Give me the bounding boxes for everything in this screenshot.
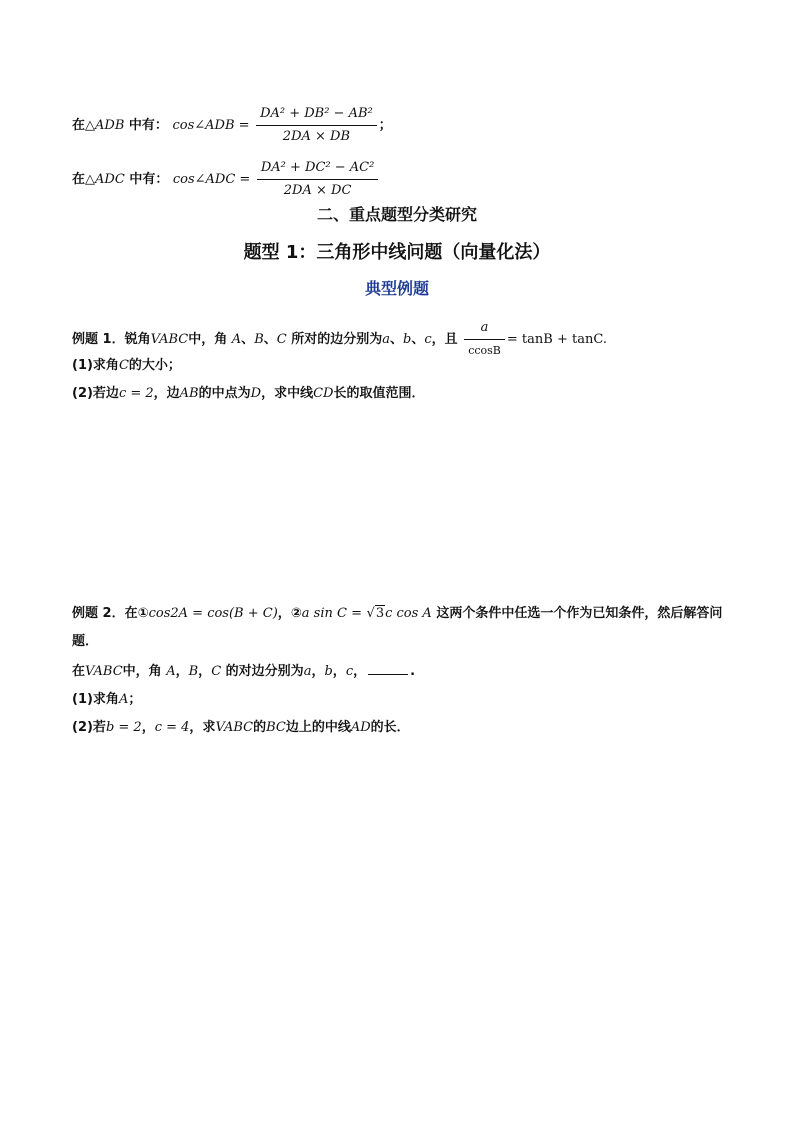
var-A: A — [166, 664, 176, 679]
triangle-adb: △ADB — [85, 118, 125, 133]
example2-statement-cont — [72, 632, 98, 652]
question-text: ，求 — [189, 720, 216, 735]
triangle-adc: △ADC — [85, 172, 125, 187]
var-c: c — [424, 332, 432, 347]
var-b: b — [324, 664, 333, 679]
cos-adb-fraction — [256, 104, 377, 147]
example1-triangle: VABC — [150, 332, 189, 347]
example2-text: 在 — [72, 664, 86, 679]
question-text: ，求中线 — [261, 386, 314, 401]
example2-text: 这两个条件中任选一个作为已知条件，然后解答问 — [436, 606, 723, 621]
example1-text: 锐角 — [124, 332, 151, 347]
cos-adc-denominator: 2DA × DC — [283, 183, 352, 198]
section-heading: 二、重点题型分类研究 — [316, 205, 477, 224]
condition-2-left: a sin C = — [301, 606, 362, 621]
sqrt-radicand: 3 — [375, 606, 385, 621]
example2-line3: 在VABC中，角 A，B，C 的对边分别为a，b，c， . — [72, 664, 416, 679]
question-text: ； — [128, 692, 142, 707]
var-C: C — [276, 332, 287, 347]
example1-fraction-numerator: a — [464, 318, 505, 340]
segment-AD: AD — [350, 720, 371, 735]
formula-adb-end: ； — [378, 118, 392, 133]
segment-BC: BC — [266, 720, 286, 735]
example1-question1 — [72, 356, 181, 376]
equation-b-2: b = 2 — [105, 720, 142, 735]
var-B: B — [254, 332, 264, 347]
example2-text: 在① — [124, 606, 149, 621]
segment-CD: CD — [313, 386, 334, 401]
var-C: C — [211, 664, 222, 679]
example2-question2: (2)若b = 2，c = 4，求VABC的BC边上的中线AD的长． — [72, 720, 410, 735]
var-B: B — [188, 664, 199, 679]
formula-adb-mid: 中有： — [128, 118, 168, 133]
example2-label: 例题 2． — [72, 606, 125, 621]
question-text: 的长． — [370, 720, 410, 735]
example2-text: ，② — [277, 606, 302, 621]
example2-text: 的对边分别为 — [225, 664, 304, 679]
example1-text: ，且 — [431, 332, 458, 347]
equation-c-4: c = 4 — [154, 720, 190, 735]
example1-fraction-denominator: ccosB — [468, 344, 501, 357]
question-text: (1)求角 — [72, 692, 119, 707]
formula-adc-line — [72, 158, 380, 201]
equation-c-2: c = 2 — [118, 386, 154, 401]
question-text: (1)求角 — [72, 358, 119, 373]
question-text: (2)若 — [72, 720, 106, 735]
condition-1: cos2A = cos(B + C) — [148, 606, 278, 621]
example1-text: 中，角 — [188, 332, 228, 347]
example1-label: 例题 1． — [72, 332, 125, 347]
formula-adb-prefix: 在 — [72, 118, 86, 133]
question-text: 边上的中线 — [285, 720, 351, 735]
example1-fraction — [464, 318, 505, 361]
answer-blank[interactable] — [368, 662, 408, 675]
sqrt-3: √3 — [366, 606, 385, 621]
example1-statement: 例题 1．锐角VABC中，角 A、B、C 所对的边分别为a、b、c，且 $\frac{a}{ccosB}$ = tanB + tanC. — [72, 318, 607, 361]
question-text: 的 — [253, 720, 267, 735]
formula-adc-mid: 中有： — [129, 172, 169, 187]
example2-text: 中，角 — [122, 664, 162, 679]
cos-adc-fraction — [257, 158, 378, 201]
var-A: A — [118, 692, 129, 707]
cos-adb-numerator: DA² + DB² − AB² — [256, 104, 377, 126]
example2-triangle: VABC — [215, 720, 254, 735]
cos-adb-lhs: cos∠ADB = — [172, 118, 250, 133]
var-C: C — [118, 358, 129, 373]
var-A: A — [231, 332, 242, 347]
question-text: 的中点为 — [198, 386, 251, 401]
example1-rhs: = tanB + tanC. — [506, 332, 607, 347]
point-D: D — [250, 386, 262, 401]
cos-adc-lhs: cos∠ADC = — [172, 172, 251, 187]
formula-adc-prefix: 在 — [72, 172, 86, 187]
condition-2-right: c cos A — [385, 606, 432, 621]
example2-statement — [72, 604, 722, 624]
example2-question1 — [72, 690, 141, 710]
segment-AB: AB — [179, 386, 199, 401]
var-b: b — [403, 332, 412, 347]
sub-heading: 典型例题 — [364, 279, 429, 298]
cos-adc-numerator: DA² + DC² − AC² — [257, 158, 378, 180]
var-c: c — [345, 664, 354, 679]
example2-triangle: VABC — [85, 664, 123, 679]
question-text: 长的取值范围． — [333, 386, 425, 401]
example1-text: 所对的边分别为 — [291, 332, 383, 347]
question-text: ，边 — [153, 386, 180, 401]
var-a: a — [382, 332, 391, 347]
formula-adb-line — [72, 104, 392, 147]
cos-adb-denominator: 2DA × DB — [282, 129, 351, 144]
var-a: a — [303, 664, 312, 679]
type-heading: 题型 1：三角形中线问题（向量化法） — [243, 242, 551, 263]
example2-text: 题． — [72, 634, 99, 649]
question-text: 的大小； — [128, 358, 181, 373]
question-text: (2)若边 — [72, 386, 119, 401]
example1-question2 — [72, 384, 424, 404]
